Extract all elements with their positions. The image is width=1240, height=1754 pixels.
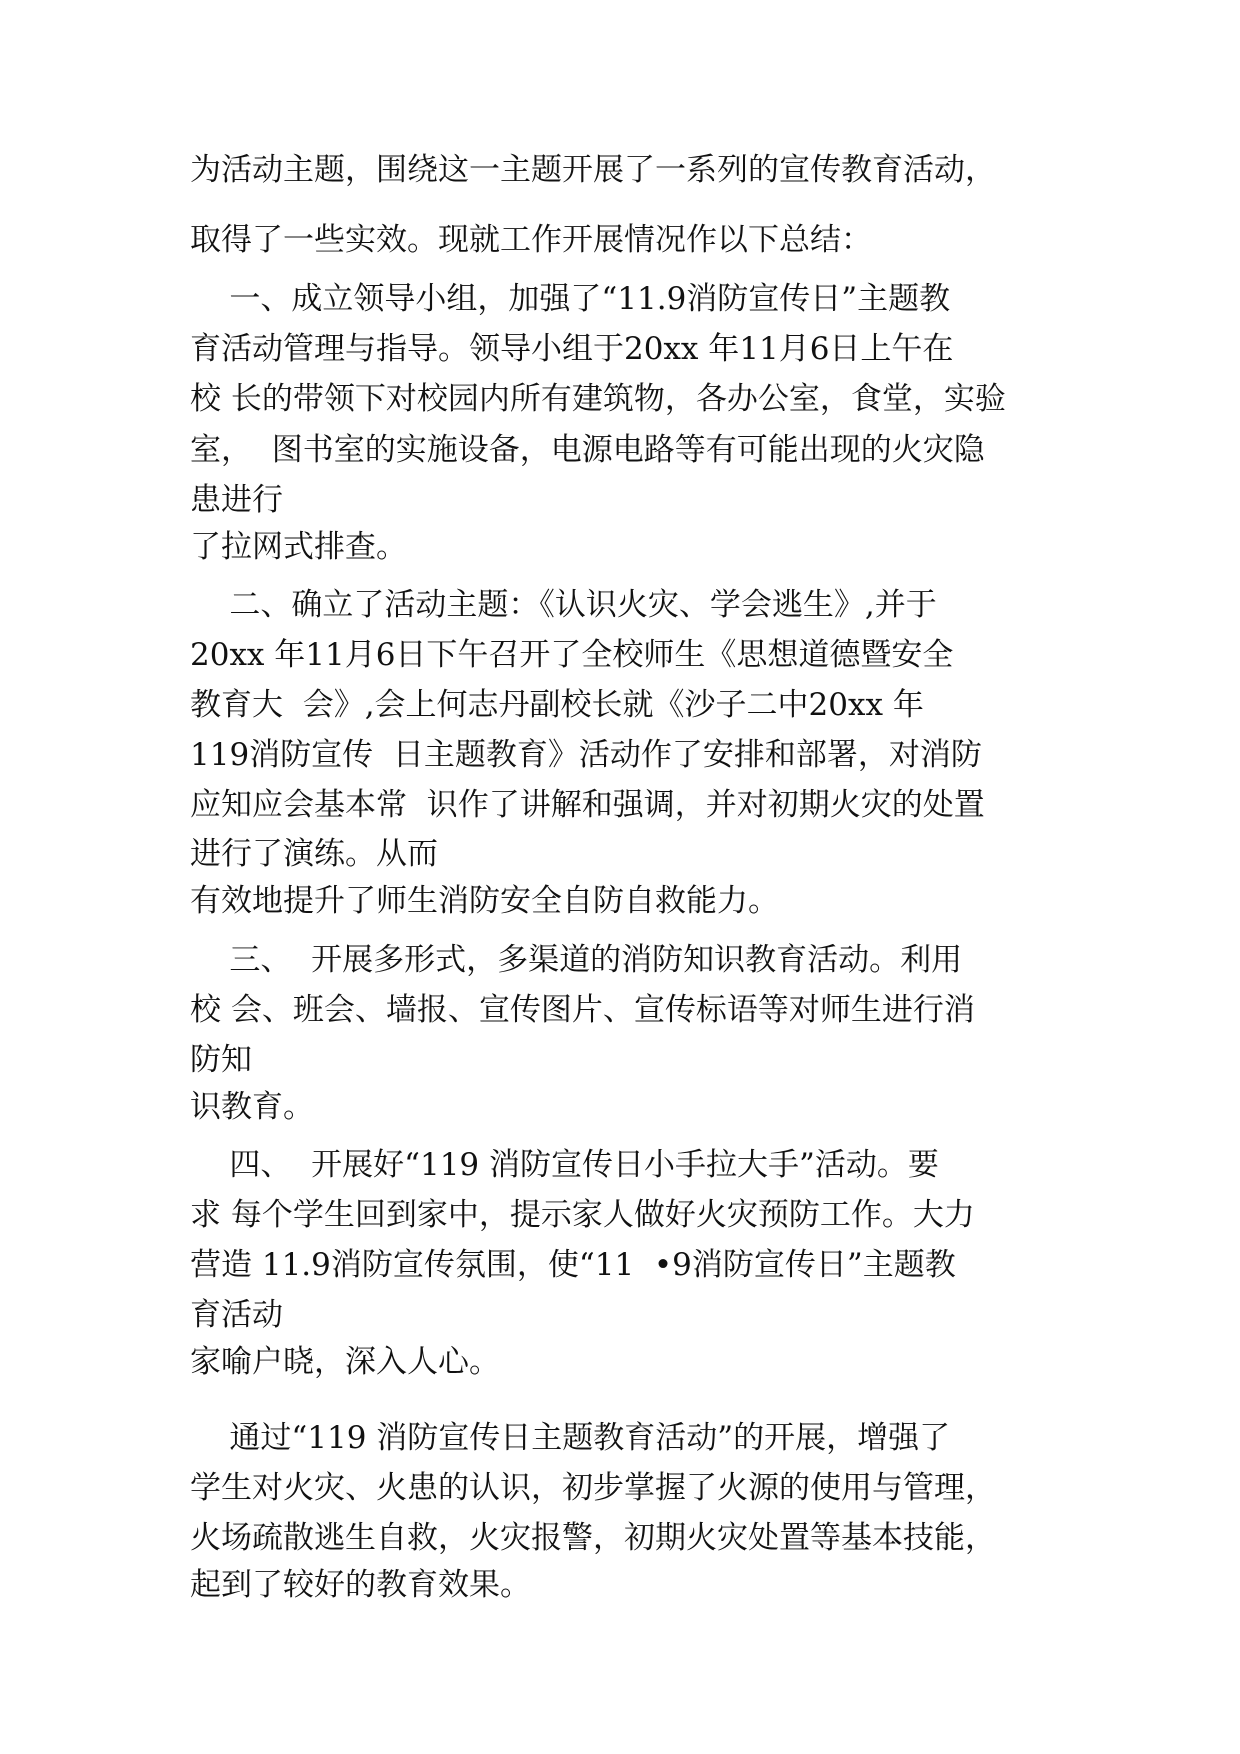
text-line: 二、确立了活动主题：《认识火灾、学会逃生》,并于 [190,587,937,623]
text-line: 火场疏散逃生自救，火灾报警，初期火灾处置等基本技能， [190,1520,996,1556]
text-line: 育活动管理与指导。领导小组于20xx 年11月6日上午在 [190,331,954,367]
text-line: 三、 开展多形式，多渠道的消防知识教育活动。利用 [190,942,963,978]
text-line: 学生对火灾、火患的认识，初步掌握了火源的使用与管理， [190,1470,996,1506]
text-line: 患进行 [190,482,283,518]
text-line: 119消防宣传 日主题教育》活动作了安排和部署，对消防 [190,737,982,773]
text-line: 营造 11.9消防宣传氛围，使“11 •9消防宣传日”主题教 [190,1247,956,1283]
text-line: 识教育。 [190,1089,314,1125]
text-line: 应知应会基本常 识作了讲解和强调，并对初期火灾的处置 [190,787,985,823]
text-line: 教育大 会》,会上何志丹副校长就《沙子二中20xx 年 [190,687,924,723]
text-line: 一、成立领导小组，加强了“11.9消防宣传日”主题教 [190,281,951,317]
text-line: 防知 [190,1042,252,1078]
text-line: 取得了一些实效。现就工作开展情况作以下总结： [190,222,872,258]
text-line: 起到了较好的教育效果。 [190,1567,531,1603]
text-line: 家喻户晓，深入人心。 [190,1344,500,1380]
text-line: 求 每个学生回到家中，提示家人做好火灾预防工作。大力 [190,1197,975,1233]
text-line: 四、 开展好“119 消防宣传日小手拉大手”活动。要 [190,1147,939,1183]
text-line: 育活动 [190,1297,283,1333]
text-line: 进行了演练。从而 [190,836,438,872]
text-line: 有效地提升了师生消防安全自防自救能力。 [190,883,779,919]
text-line: 通过“119 消防宣传日主题教育活动”的开展，增强了 [190,1420,951,1456]
text-line: 校 长的带领下对校园内所有建筑物，各办公室，食堂，实验 [190,381,1006,417]
text-line: 校 会、班会、墙报、宣传图片、宣传标语等对师生进行消 [190,992,975,1028]
text-line: 20xx 年11月6日下午召开了全校师生《思想道德暨安全 [190,637,954,673]
text-line: 了拉网式排查。 [190,529,407,565]
text-line: 室， 图书室的实施设备，电源电路等有可能出现的火灾隐 [190,432,985,468]
text-line: 为活动主题，围绕这一主题开展了一系列的宣传教育活动， [190,152,996,188]
